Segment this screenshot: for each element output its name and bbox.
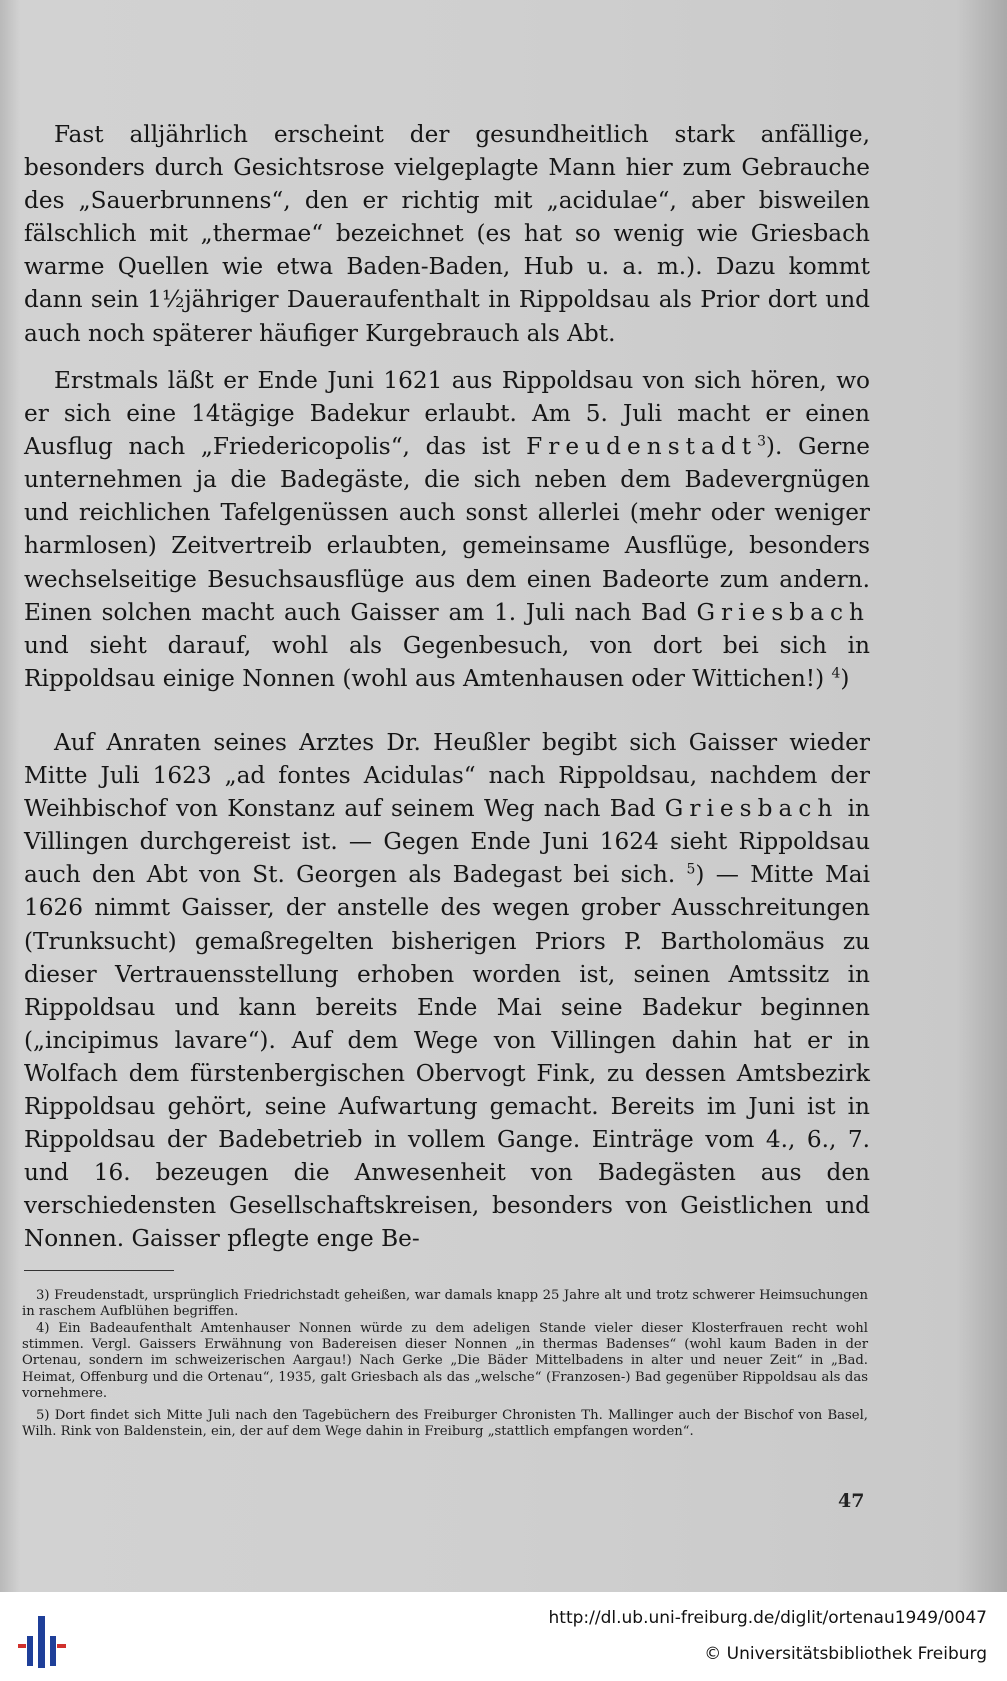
footnote-4: 4) Ein Badeaufenthalt Amtenhauser Nonnen würde zu dem adeligen Stande vieler dieser Klosterfrauen recht wohl stimmen. Vergl. Gaissers Erwähnung von Badereisen dieser Nonnen „in thermas Badenses“ (wohl kaum Baden in der Ortenau, sondern im schweizerischen Aargau!) Nach Gerke „Die Bäder Mittelbadens in alter und neuer Zeit“ in „Bad. Heimat, Offenburg und die Ortenau“, 1935, galt Griesbach als das „welsche“ (Franzosen-) Bad gegenüber Rippoldsau als das vornehmere. bbox=[22, 1321, 868, 1401]
paragraph-text: ) — Mitte Mai 1626 nimmt Gaisser, der anstelle des wegen grober Ausschreitungen (Trunksucht) gemaßregelten bisherigen Priors P. Bartholomäus zu dieser Vertrauensstellung erhoben worden ist, seinen Amtssitz in Rippoldsau und kann bereits Ende Mai seine Badekur beginnen („incipimus lavare“). Auf dem Wege von Villingen dahin hat er in Wolfach dem fürstenbergischen Obervogt Fink, zu dessen Amtsbezirk Rippoldsau gehört, seine Aufwartung gemacht. Bereits im Juni ist in Rippoldsau der Badebetrieb in vollem Gange. Einträge vom 4., 6., 7. und 16. bezeugen die Anwesenheit von Badegästen aus den verschiedensten Gesellschaftskreisen, besonders von Geistlichen und Nonnen. Gaisser pflegte enge Be- bbox=[24, 861, 870, 1253]
source-url-link[interactable]: http://dl.ub.uni-freiburg.de/diglit/ortenau1949/0047 bbox=[548, 1608, 987, 1628]
viewer-footer bbox=[0, 1592, 1007, 1681]
spaced-place-name: Griesbach bbox=[696, 598, 870, 626]
footnote-3: 3) Freudenstadt, ursprünglich Friedrichstadt geheißen, war damals knapp 25 Jahre alt und trotz schwerer Heimsuchungen in raschem Aufblühen begriffen. bbox=[22, 1288, 868, 1320]
paragraph-text: Fast alljährlich erscheint der gesundheitlich stark anfällige, besonders durch Gesichtsrose vielgeplagte Mann hier zum Gebrauche des „Sauerbrunnens“, den er richtig mit „acidulae“, aber bisweilen fälschlich mit „thermae“ bezeichnet (es hat so wenig wie Griesbach warme Quellen wie etwa Baden-Baden, Hub u. a. m.). Dazu kommt dann sein 1½jähriger Daueraufenthalt in Rippoldsau als Prior dort und auch noch späterer häufiger Kurgebrauch als Abt. bbox=[24, 121, 870, 347]
ub-freiburg-logo-icon bbox=[18, 1614, 66, 1670]
body-paragraph bbox=[24, 118, 870, 350]
paragraph-text: Auf Anraten seines Arztes Dr. Heußler begibt sich Gaisser wieder Mitte Juli 1623 „ad fontes Acidulas“ nach Rippoldsau, nachdem der Weihbischof von Konstanz auf seinem Weg nach Bad bbox=[24, 729, 870, 823]
paragraph-text: in Villingen durchgereist ist. — Gegen Ende Juni 1624 sieht Rippoldsau auch den Abt von St. Georgen als Badegast bei sich. bbox=[24, 795, 870, 889]
body-paragraph bbox=[24, 726, 870, 1256]
body-paragraph bbox=[24, 364, 870, 695]
footnote-marker: 5 bbox=[686, 861, 696, 878]
footnote-5: 5) Dort findet sich Mitte Juli nach den Tagebüchern des Freiburger Chronisten Th. Mallinger auch der Bischof von Basel, Wilh. Rink von Baldenstein, ein, der auf dem Wege dahin in Freiburg „stattlich empfangen worden“. bbox=[22, 1408, 868, 1440]
copyright-notice: © Universitätsbibliothek Freiburg bbox=[704, 1644, 987, 1664]
spaced-place-name: Freudenstadt bbox=[526, 433, 758, 461]
paragraph-text: ) bbox=[840, 664, 850, 692]
footnote-marker: 4 bbox=[831, 665, 841, 682]
paragraph-text: ). Gerne unternehmen ja die Badegäste, die sich neben dem Badevergnügen und reichlichen Tafelgenüssen auch sonst allerlei (mehr oder weniger harmlosen) Zeitvertreib erlaubten, gemeinsame Ausflüge, besonders wechselseitige Besuchsausflüge aus dem einen Badeorte zum andern. Einen solchen macht auch Gaisser am 1. Juli nach Bad bbox=[24, 433, 870, 626]
paragraph-text: und sieht darauf, wohl als Gegenbesuch, von dort bei sich in Rippoldsau einige Nonnen (wohl aus Amtenhausen oder Wittichen!) bbox=[24, 631, 870, 692]
footnote-marker: 3 bbox=[757, 433, 766, 450]
footnote-divider bbox=[24, 1270, 174, 1271]
paragraph-text: Erstmals läßt er Ende Juni 1621 aus Rippoldsau von sich hören, wo er sich eine 14tägige Badekur erlaubt. Am 5. Juli macht er einen Ausflug nach „Friedericopolis“, das ist bbox=[24, 367, 870, 461]
spaced-place-name: Griesbach bbox=[664, 795, 839, 823]
page-number: 47 bbox=[838, 1490, 865, 1512]
